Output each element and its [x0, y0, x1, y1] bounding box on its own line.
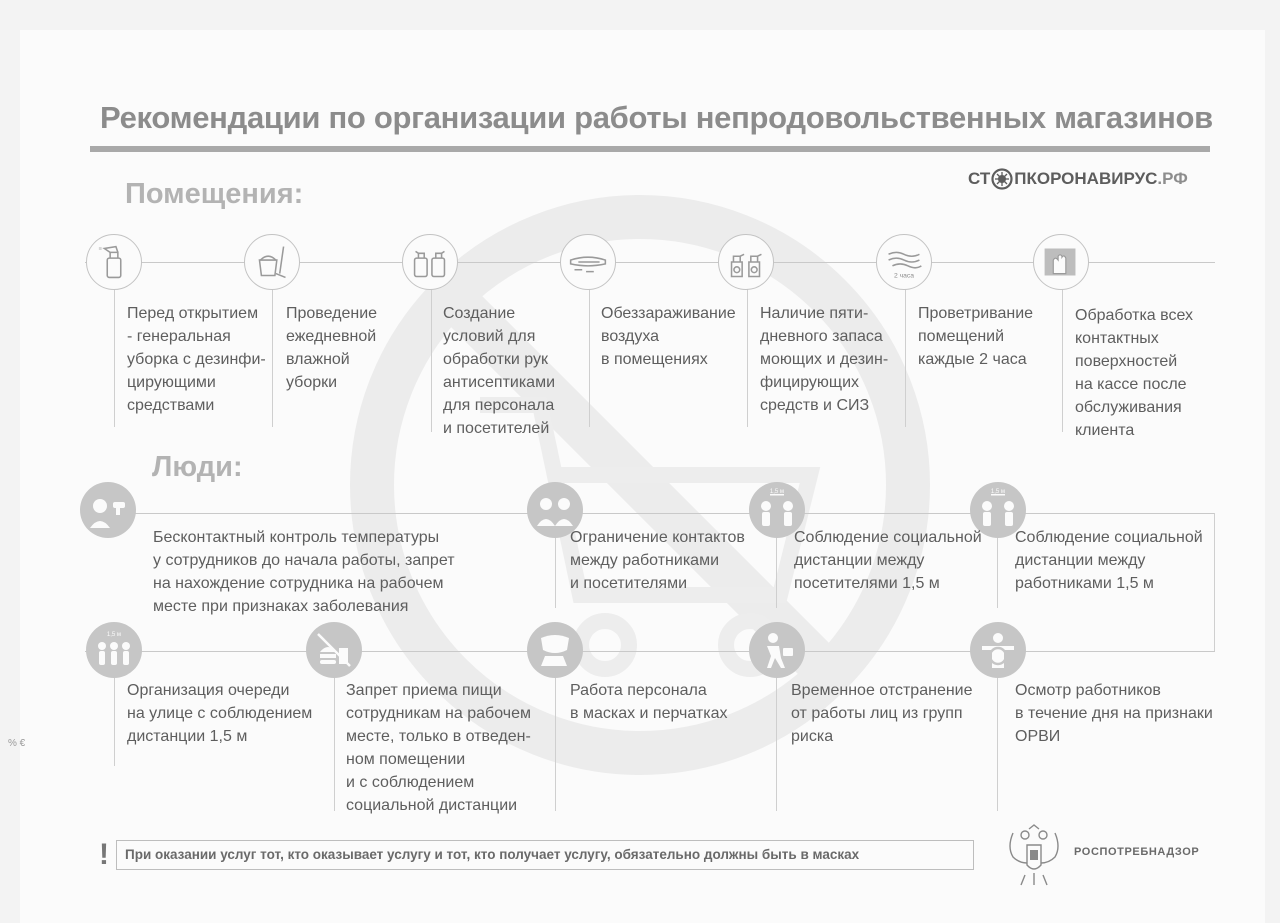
svg-text:≡: ≡ [98, 246, 102, 253]
queue-icon-label: 1,5 м [106, 632, 122, 638]
rooms-item-text: Проветривание помещений каждые 2 часа [918, 305, 1034, 368]
stopcoronavirus-logo [968, 166, 1188, 192]
bucket-mop-icon [244, 234, 300, 290]
wiping-hand-icon [1033, 234, 1089, 290]
virus-stop-icon [991, 168, 1013, 190]
rooms-item-text: Наличие пяти- дневного запаса моющих и дезин- фицирующих средств и СИЗ [760, 305, 889, 414]
people-item-text: Временное отстранение от работы лиц из групп риска [791, 682, 973, 745]
mask-gloves-icon [527, 622, 583, 678]
section-heading-rooms: Помещения: [125, 178, 304, 210]
temperature-check-icon [80, 482, 136, 538]
detergent-bottles-icon [718, 234, 774, 290]
no-food-icon [306, 622, 362, 678]
sanitizer-bottles-icon [402, 234, 458, 290]
logo-text-part3: .РФ [1157, 169, 1188, 188]
people-item-text: Ограничение контактов между работниками и посетителями [570, 529, 745, 592]
rooms-item-text: Обеззараживание воздуха в помещениях [601, 305, 736, 368]
section-heading-people: Люди: [152, 451, 243, 483]
logo-text-part1: СТ [968, 169, 991, 188]
mask-notice: При оказании услуг тот, кто оказывает услугу и тот, кто получает услугу, обязательно должны быть в масках [116, 840, 974, 870]
distance-workers-icon-label: 1,5 м [990, 489, 1006, 495]
exclamation-icon: ! [99, 838, 109, 871]
distance-visitors-icon-label: 1,5 м [769, 489, 785, 495]
corner-mark: % € [8, 738, 26, 749]
people-right-border [1214, 513, 1215, 651]
rooms-item-text: Проведение ежедневной влажной уборки [286, 305, 378, 391]
people-item-text: Работа персонала в масках и перчатках [570, 682, 728, 722]
ventilation-wind-icon [876, 234, 932, 290]
people-item-text: Запрет приема пищи сотрудникам на рабочем месте, только в отведен- ном помещении и с соблюдением социальной дистанции [346, 682, 531, 814]
double-headed-eagle-emblem-icon [1003, 823, 1065, 889]
people-item-text: Бесконтактный контроль температуры у сотрудников до начала работы, запрет на нахождение сотрудника на рабочем месте при признаках заболевания [153, 529, 455, 615]
rooms-item-text: Обработка всех контактных поверхностей на кассе после обслуживания клиента [1075, 307, 1194, 439]
page-title: Рекомендации по организации работы непродовольственных магазинов [100, 100, 1213, 135]
people-item-text: Осмотр работников в течение дня на признаки ОРВИ [1015, 682, 1213, 745]
rooms-item-text: Создание условий для обработки рук антисептиками для персонала и посетителей [443, 305, 556, 437]
air-purifier-icon [560, 234, 616, 290]
people-item-text: Организация очереди на улице с соблюдением дистанции 1,5 м [127, 682, 313, 745]
people-item-text: Соблюдение социальной дистанции между работниками 1,5 м [1015, 529, 1203, 592]
risk-group-icon [749, 622, 805, 678]
rooms-item-text: Перед открытием - генеральная уборка с дезинфи- цирующими средствами [127, 305, 266, 414]
worker-inspection-icon [970, 622, 1026, 678]
queue-icon [86, 622, 142, 678]
rospotrebnadzor-logo: РОСПОТРЕБНАДЗОР [1074, 846, 1200, 858]
people-item-text: Соблюдение социальной дистанции между посетителями 1,5 м [794, 529, 982, 592]
people-row1-divider [85, 513, 1215, 514]
spray-bottle-icon [86, 234, 142, 290]
ventilation-icon-label: 2 часа [893, 272, 915, 280]
logo-text-part2: ПКОРОНАВИРУС [1014, 169, 1158, 188]
people-row2-divider [85, 651, 1215, 652]
title-underline [90, 146, 1210, 152]
